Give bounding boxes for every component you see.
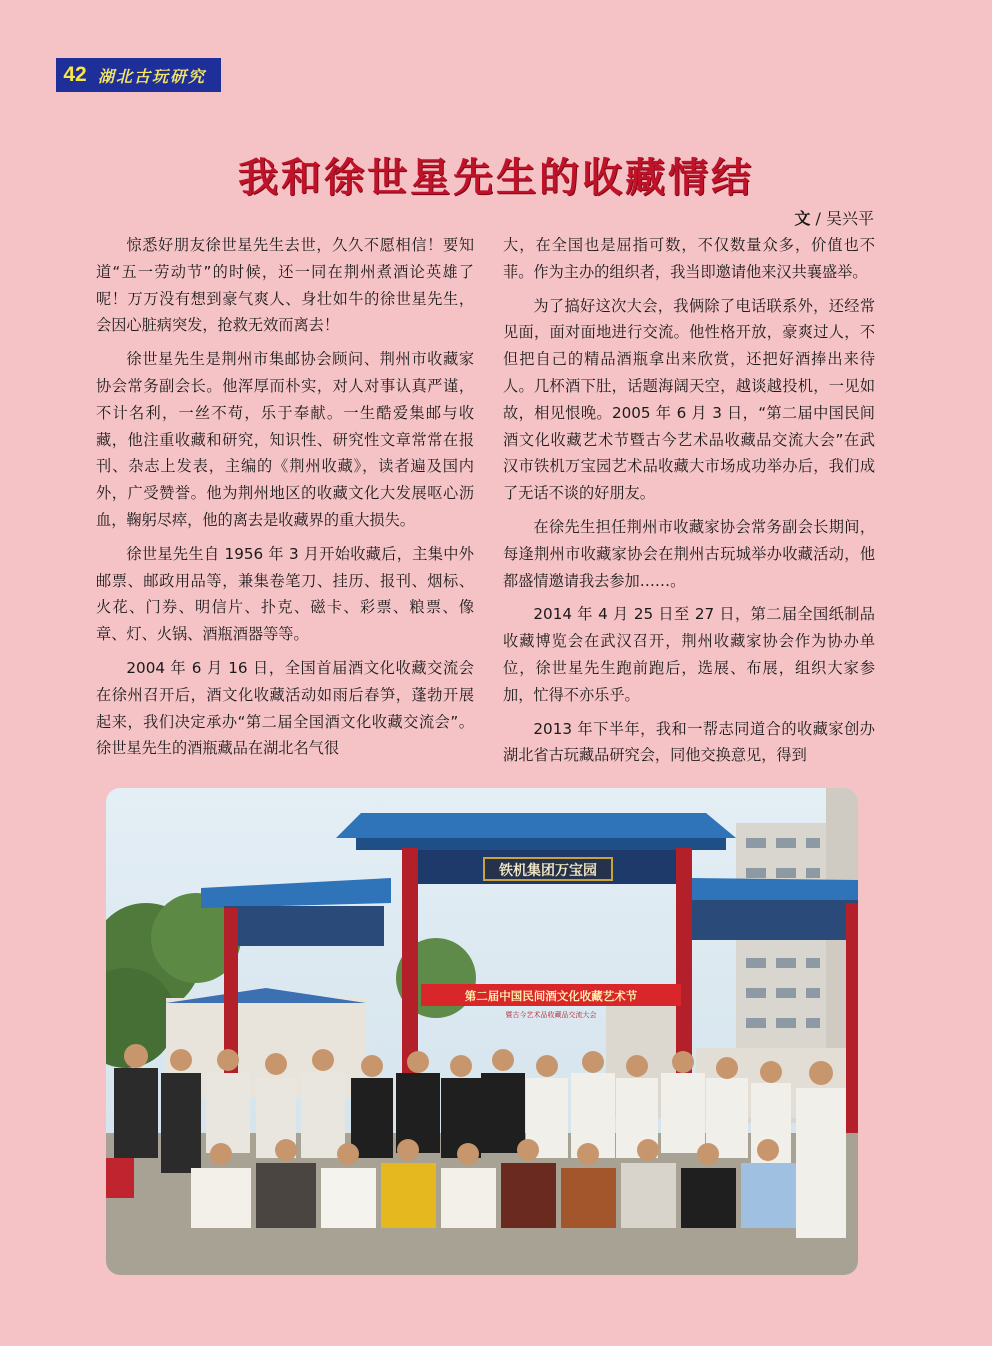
banner-text: 第二届中国民间酒文化收藏艺术节 xyxy=(464,989,638,1003)
article-byline xyxy=(794,206,874,229)
byline-author: / 吴兴平 xyxy=(815,209,874,228)
right-text-column xyxy=(503,232,875,776)
left-text-column xyxy=(96,232,474,769)
paragraph: 2004 年 6 月 16 日，全国首届酒文化收藏交流会在徐州召开后，酒文化收藏活动如雨后春笋，蓬勃开展起来，我们决定承办“第二届全国酒文化收藏交流会”。徐世星先生的酒瓶藏品在湖北名气很 xyxy=(96,658,474,758)
group-photo xyxy=(106,788,858,1275)
paragraph: 大，在全国也是屈指可数，不仅数量众多，价值也不菲。作为主办的组织者，我当即邀请他来汉共襄盛举。 xyxy=(503,236,875,281)
paragraph: 为了搞好这次大会，我俩除了电话联系外，还经常见面，面对面地进行交流。他性格开放，豪爽过人，不但把自己的精品酒瓶拿出来欣赏，还把好酒捧出来待人。几杯酒下肚，话题海阔天空，越谈越投机，一见如故，相见恨晚。2005 年 6 月 3 日，“第二届中国民间酒文化收藏艺术节暨古今艺术品收藏品交流大会”在武汉市铁机万宝园艺术品收藏大市场成功举办后，我们成了无话不谈的好朋友。 xyxy=(503,296,875,503)
paragraph: 徐世星先生自 1956 年 3 月开始收藏后，主集中外邮票、邮政用品等，兼集卷笔刀、挂历、报刊、烟标、火花、门券、明信片、扑克、磁卡、彩票、粮票、像章、灯、火锅、酒瓶酒器等等。 xyxy=(96,544,474,644)
paragraph: 徐世星先生是荆州市集邮协会顾问、荆州市收藏家协会常务副会长。他浑厚而朴实，对人对事认真严谨，不计名利，一丝不苟，乐于奉献。一生酷爱集邮与收藏，他注重收藏和研究，知识性、研究性文章常常在报刊、杂志上发表，主编的《荆州收藏》，读者遍及国内外，广受赞誉。他为荆州地区的收藏文化大发展呕心沥血，鞠躬尽瘁，他的离去是收藏界的重大损失。 xyxy=(96,350,474,529)
paragraph: 在徐先生担任荆州市收藏家协会常务副会长期间，每逢荆州市收藏家协会在荆州古玩城举办收藏活动，他都盛情邀请我去参加……。 xyxy=(503,517,875,590)
byline-prefix: 文 xyxy=(794,209,811,228)
article-title: 我和徐世星先生的收藏情结 xyxy=(238,154,754,201)
page-header-tab xyxy=(56,58,221,92)
banner-subtext: 暨古今艺术品收藏品交流大会 xyxy=(505,1011,597,1019)
group-photo-illustration xyxy=(106,788,858,1275)
magazine-name: 湖北古玩研究 xyxy=(98,66,207,86)
paragraph: 惊悉好朋友徐世星先生去世，久久不愿相信！要知道“五一劳动节”的时候，还一同在荆州煮酒论英雄了呢！万万没有想到豪气爽人、身壮如牛的徐世星先生，会因心脏病突发，抢救无效而离去！ xyxy=(96,236,474,335)
gate-sign-text: 铁机集团万宝园 xyxy=(499,863,597,879)
page-number: 42 xyxy=(56,58,94,92)
paragraph: 2013 年下半年，我和一帮志同道合的收藏家创办湖北省古玩藏品研究会，同他交换意见，得到 xyxy=(503,719,875,765)
paragraph: 2014 年 4 月 25 日至 27 日，第二届全国纸制品收藏博览会在武汉召开，荆州收藏家协会作为协办单位，徐世星先生跑前跑后，选展、布展，组织大家参加，忙得不亦乐乎。 xyxy=(503,605,875,704)
